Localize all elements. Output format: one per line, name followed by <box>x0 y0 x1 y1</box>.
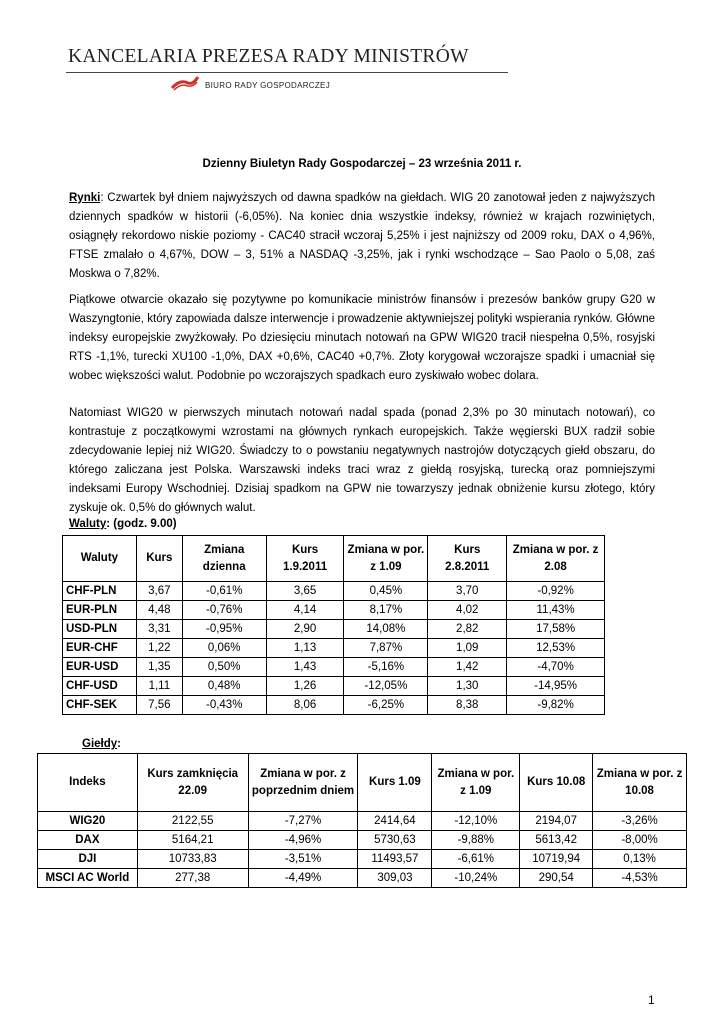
column-header: Kurs 1.9.2011 <box>266 536 344 582</box>
table-cell: 4,14 <box>266 601 344 620</box>
table-cell: 7,56 <box>136 696 182 715</box>
table-cell: 8,06 <box>266 696 344 715</box>
currency-pair: EUR-CHF <box>63 639 137 658</box>
table-row <box>38 812 687 831</box>
table-cell: 1,30 <box>428 677 507 696</box>
table-cell: -12,10% <box>432 812 520 831</box>
column-header: Zmiana w por. z 2.08 <box>507 536 605 582</box>
exchanges-table <box>37 753 687 888</box>
column-header: Kurs 1.09 <box>358 754 432 812</box>
table-cell: 3,67 <box>136 582 182 601</box>
table-cell: 1,35 <box>136 658 182 677</box>
currencies-section-title: Waluty: (godz. 9.00) <box>69 518 177 530</box>
table-cell: -6,61% <box>432 850 520 869</box>
table-cell: -0,95% <box>182 620 266 639</box>
table-row <box>63 677 605 696</box>
table-row <box>38 869 687 888</box>
table-cell: 2194,07 <box>520 812 593 831</box>
table-cell: 3,31 <box>136 620 182 639</box>
header-divider <box>66 72 508 73</box>
table-cell: 1,13 <box>266 639 344 658</box>
organization-name: KANCELARIA PREZESA RADY MINISTRÓW <box>68 46 469 67</box>
table-cell: 17,58% <box>507 620 605 639</box>
index-name: MSCI AC World <box>38 869 138 888</box>
table-cell: 5164,21 <box>137 831 248 850</box>
table-cell: 11,43% <box>507 601 605 620</box>
table-cell: 0,06% <box>182 639 266 658</box>
currency-pair: USD-PLN <box>63 620 137 639</box>
table-row <box>63 658 605 677</box>
table-cell: 309,03 <box>358 869 432 888</box>
column-header: Zmiana w por. z 1.09 <box>432 754 520 812</box>
table-row <box>63 696 605 715</box>
table-cell: 14,08% <box>344 620 428 639</box>
paragraph-1-text: : Czwartek był dniem najwyższych od dawna spadków na giełdach. WIG 20 zanotował jeden z najwyższych dziennych spadków w historii (-6,05%). Na koniec dnia wszystkie indeksy, również w krajach rozwiniętych, osiągnęły rekordowo niskie poziomy - CAC40 stracił wczoraj 5,25% i jest najniższy od 2009 roku, DAX o 4,96%, FTSE zmalało o 4,67%, DOW – 3, 51% a NASDAQ -3,25%, jak i rynki wschodzące – Sao Paolo o 5,08, zaś Moskwa o 7,82%. <box>69 192 655 280</box>
index-name: DJI <box>38 850 138 869</box>
table-cell: -10,24% <box>432 869 520 888</box>
table-cell: 2,90 <box>266 620 344 639</box>
table-cell: 1,26 <box>266 677 344 696</box>
column-header: Indeks <box>38 754 138 812</box>
table-cell: 8,38 <box>428 696 507 715</box>
table-cell: 1,43 <box>266 658 344 677</box>
table-cell: 12,53% <box>507 639 605 658</box>
table-cell: 7,87% <box>344 639 428 658</box>
currencies-table <box>62 535 605 715</box>
table-cell: 4,02 <box>428 601 507 620</box>
table-cell: 1,22 <box>136 639 182 658</box>
table-cell: 8,17% <box>344 601 428 620</box>
markets-label: Rynki <box>69 192 101 204</box>
index-name: DAX <box>38 831 138 850</box>
exchanges-header-row <box>38 754 687 812</box>
table-cell: 1,42 <box>428 658 507 677</box>
table-cell: 5613,42 <box>520 831 593 850</box>
table-cell: -14,95% <box>507 677 605 696</box>
table-cell: -0,92% <box>507 582 605 601</box>
table-cell: 290,54 <box>520 869 593 888</box>
paragraph-3: Natomiast WIG20 w pierwszych minutach notowań nadal spada (ponad 2,3% po 30 minutach notowań), co kontrastuje z początkowymi wzrostami na głównych rynkach europejskich. Także węgierski BUX radził sobie zdecydowanie lepiej niż WIG20. Świadczy to o powstaniu negatywnych nastrojów dotyczących giełd obszaru, do którego zaliczana jest Polska. Warszawski indeks traci wraz z giełdą rosyjską, turecką oraz pomniejszymi indeksami Europy Wschodniej. Dzisiaj spadkom na GPW nie towarzyszy jednak obniżenie kursu złotego, który zyskuje ok. 0,5% do głównych walut. <box>69 407 655 514</box>
column-header: Kurs 10.08 <box>520 754 593 812</box>
table-cell: -5,16% <box>344 658 428 677</box>
column-header: Zmiana w por. z 10.08 <box>593 754 687 812</box>
currency-pair: EUR-USD <box>63 658 137 677</box>
table-cell: -3,26% <box>593 812 687 831</box>
table-cell: 2122,55 <box>137 812 248 831</box>
table-row <box>63 620 605 639</box>
table-cell: -9,82% <box>507 696 605 715</box>
page-number: 1 <box>648 993 655 1007</box>
table-cell: -4,53% <box>593 869 687 888</box>
currencies-header-row <box>63 536 605 582</box>
table-cell: 0,45% <box>344 582 428 601</box>
table-cell: -4,70% <box>507 658 605 677</box>
table-cell: -0,61% <box>182 582 266 601</box>
flag-logo-icon <box>170 73 200 91</box>
table-cell: 2414,64 <box>358 812 432 831</box>
table-cell: 277,38 <box>137 869 248 888</box>
table-cell: -0,76% <box>182 601 266 620</box>
currency-pair: CHF-USD <box>63 677 137 696</box>
table-cell: -6,25% <box>344 696 428 715</box>
table-cell: 4,48 <box>136 601 182 620</box>
table-cell: 3,70 <box>428 582 507 601</box>
column-header: Zmiana dzienna <box>182 536 266 582</box>
table-cell: 0,50% <box>182 658 266 677</box>
table-row <box>38 831 687 850</box>
column-header: Kurs <box>136 536 182 582</box>
paragraph-markets <box>69 189 655 284</box>
table-cell: -3,51% <box>248 850 358 869</box>
table-cell: -7,27% <box>248 812 358 831</box>
document-title: Dzienny Biuletyn Rady Gospodarczej – 23 września 2011 r. <box>202 158 522 170</box>
currency-pair: CHF-PLN <box>63 582 137 601</box>
table-cell: 10719,94 <box>520 850 593 869</box>
table-cell: 0,13% <box>593 850 687 869</box>
table-cell: -9,88% <box>432 831 520 850</box>
table-cell: -8,00% <box>593 831 687 850</box>
column-header: Waluty <box>63 536 137 582</box>
table-row <box>63 601 605 620</box>
table-cell: -0,43% <box>182 696 266 715</box>
table-row <box>63 639 605 658</box>
column-header: Zmiana w por. z 1.09 <box>344 536 428 582</box>
table-cell: 2,82 <box>428 620 507 639</box>
table-cell: 1,09 <box>428 639 507 658</box>
table-cell: 0,48% <box>182 677 266 696</box>
table-cell: 11493,57 <box>358 850 432 869</box>
table-row <box>38 850 687 869</box>
column-header: Zmiana w por. z poprzednim dniem <box>248 754 358 812</box>
table-row <box>63 582 605 601</box>
table-cell: -4,49% <box>248 869 358 888</box>
paragraph-2: Piątkowe otwarcie okazało się pozytywne po komunikacie ministrów finansów i prezesów banków grupy G20 w Waszyngtonie, który zapowiada dalsze interwencje i prowadzenie aktywniejszej polityki wspierania rynków. Główne indeksy europejskie zwyżkowały. Po dziesięciu minutach notowań na GPW WIG20 tracił niespełna 0,5%, rosyjski RTS -1,1%, turecki XU100 -1,0%, DAX +0,6%, CAC40 +0,7%. Złoty korygował wczorajsze spadki i umacniał się wobec większości walut. Podobnie po wczorajszych spadkach euro zyskiwało wobec dolara. <box>69 294 655 382</box>
currency-pair: EUR-PLN <box>63 601 137 620</box>
table-cell: 3,65 <box>266 582 344 601</box>
currency-pair: CHF-SEK <box>63 696 137 715</box>
table-cell: 1,11 <box>136 677 182 696</box>
table-cell: -12,05% <box>344 677 428 696</box>
table-cell: 10733,83 <box>137 850 248 869</box>
department-name: BIURO RADY GOSPODARCZEJ <box>205 81 330 90</box>
column-header: Kurs zamknięcia 22.09 <box>137 754 248 812</box>
table-cell: 5730,63 <box>358 831 432 850</box>
exchanges-section-title: Giełdy: <box>82 738 121 750</box>
column-header: Kurs 2.8.2011 <box>428 536 507 582</box>
index-name: WIG20 <box>38 812 138 831</box>
table-cell: -4,96% <box>248 831 358 850</box>
